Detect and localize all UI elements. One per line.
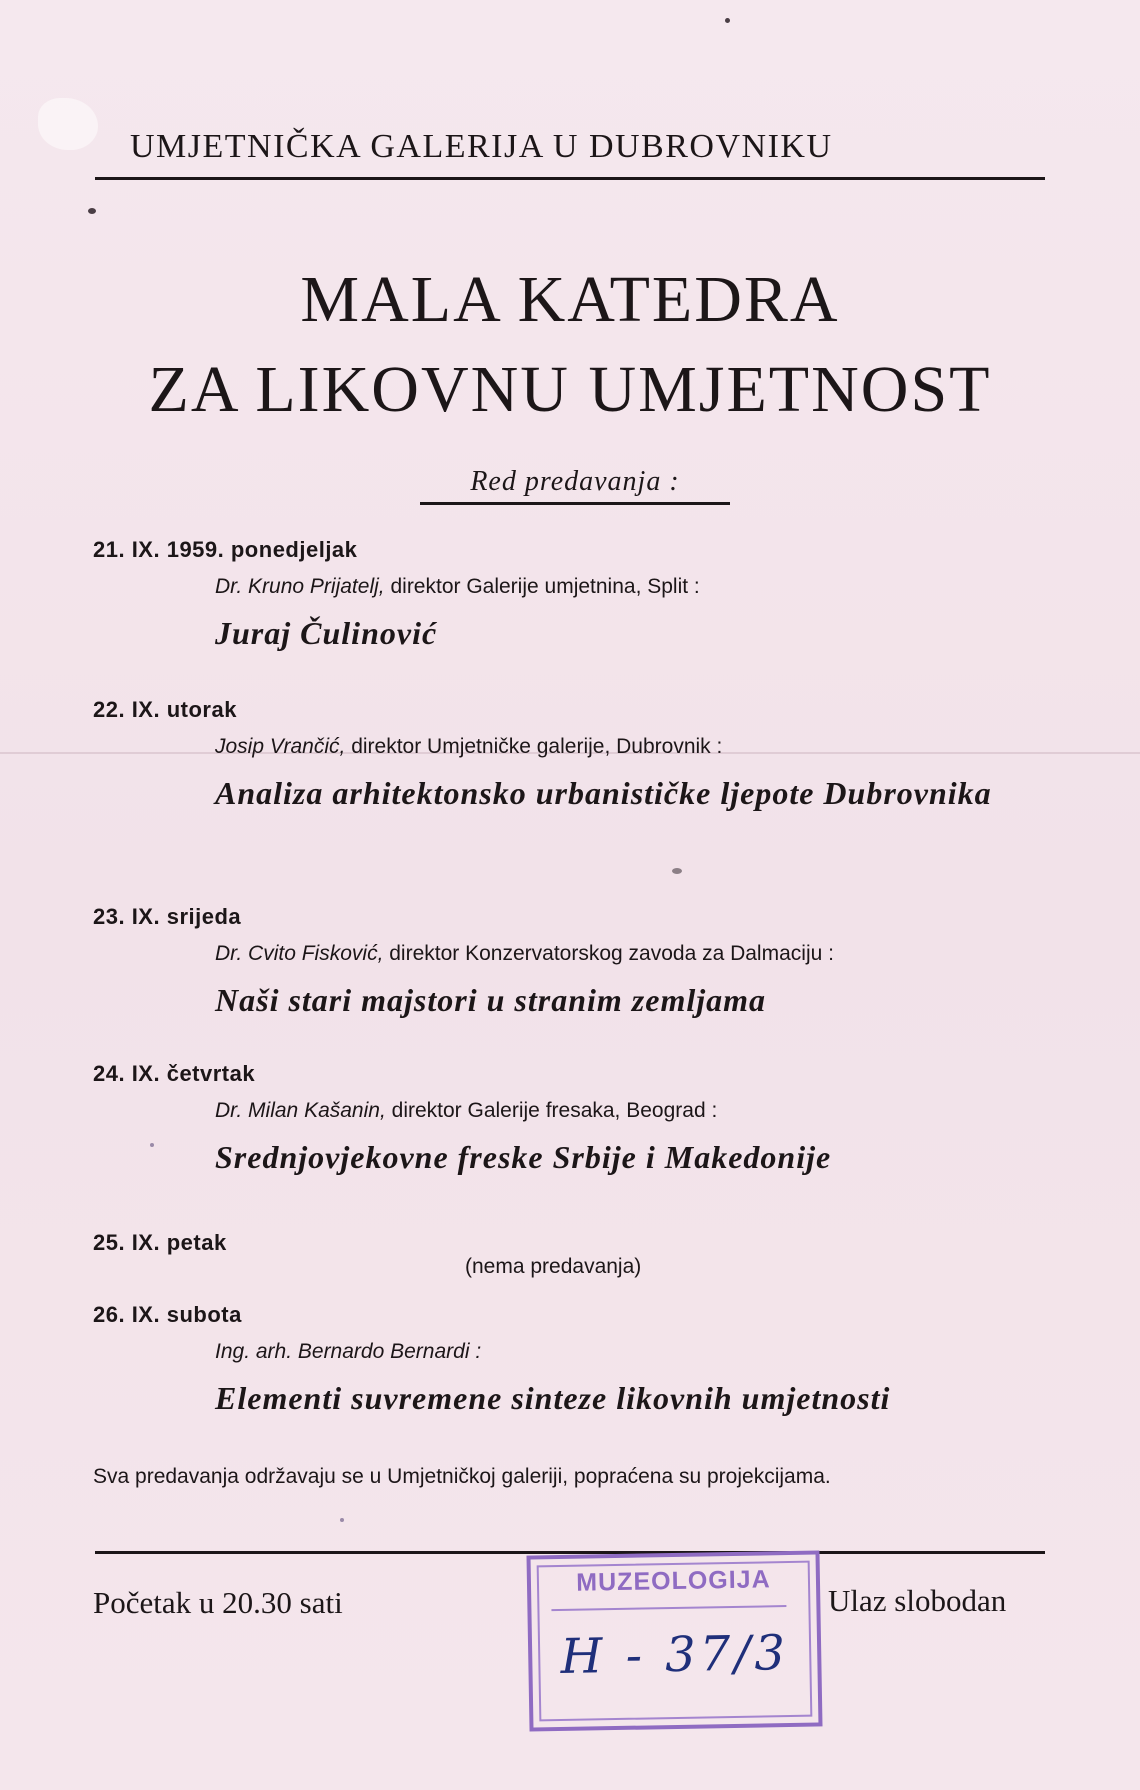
museum-stamp <box>526 1550 822 1731</box>
speaker-name: Ing. arh. Bernardo Bernardi : <box>215 1340 482 1363</box>
speaker-role: direktor Galerije umjetnina, Split : <box>390 575 700 598</box>
paper-speck <box>725 18 730 23</box>
bottom-divider <box>95 1551 1045 1554</box>
lecture-entry <box>93 1061 1053 1181</box>
speaker-role: direktor Galerije fresaka, Beograd : <box>391 1099 718 1122</box>
speaker-role: direktor Konzervatorskog zavoda za Dalmaciju : <box>389 942 834 965</box>
lecture-date: 25. IX. petak <box>93 1230 227 1255</box>
entry-info: Ulaz slobodan <box>828 1583 1007 1618</box>
lecture-entry <box>93 1230 1053 1256</box>
paper-speck <box>150 1143 154 1147</box>
start-time: Početak u 20.30 sati <box>93 1585 343 1620</box>
speaker-role: direktor Umjetničke galerije, Dubrovnik : <box>351 735 723 758</box>
lecture-topic: Srednjovjekovne freske Srbije i Makedonije <box>215 1139 832 1175</box>
lecture-entry <box>93 904 1053 1024</box>
lecture-speaker <box>215 942 1053 966</box>
no-lecture-note: (nema predavanja) <box>465 1255 642 1278</box>
lecture-speaker <box>215 575 1053 599</box>
stamp-number: H - 37/3 <box>560 1625 790 1685</box>
lecture-entry <box>93 537 1053 657</box>
lecture-date: 24. IX. četvrtak <box>93 1061 256 1086</box>
lecture-topic: Elementi suvremene sinteze likovnih umjetnosti <box>215 1380 891 1416</box>
paper-speck <box>672 868 682 874</box>
speaker-name: Dr. Cvito Fisković, <box>215 942 384 965</box>
lecture-date: 26. IX. subota <box>93 1302 242 1327</box>
gallery-name: UMJETNIČKA GALERIJA U DUBROVNIKU <box>130 128 833 165</box>
lecture-date: 21. IX. 1959. ponedjeljak <box>93 537 358 562</box>
speaker-name: Dr. Kruno Prijatelj, <box>215 575 385 598</box>
title-line-2: ZA LIKOVNU UMJETNOST <box>148 353 992 426</box>
lecture-speaker <box>215 1099 1053 1123</box>
lecture-topic: Juraj Čulinović <box>215 615 438 651</box>
speaker-name: Josip Vrančić, <box>215 735 346 758</box>
lecture-speaker <box>215 735 1053 759</box>
subtitle: Red predavanja : <box>420 466 730 505</box>
lecture-entry <box>93 697 1053 817</box>
speaker-name: Dr. Milan Kašanin, <box>215 1099 386 1122</box>
lecture-entry <box>93 1302 1053 1422</box>
lecture-date: 22. IX. utorak <box>93 697 237 722</box>
lecture-speaker <box>215 1340 1053 1364</box>
lecture-topic: Analiza arhitektonsko urbanističke ljepote Dubrovnika <box>215 775 992 811</box>
lecture-topic: Naši stari majstori u stranim zemljama <box>215 982 766 1018</box>
stamp-label: MUZEOLOGIJA <box>576 1565 771 1597</box>
title-line-1: MALA KATEDRA <box>300 263 840 336</box>
footer-note: Sva predavanja održavaju se u Umjetničkoj galeriji, popraćena su projekcijama. <box>93 1465 831 1488</box>
main-title <box>80 255 1060 435</box>
top-divider <box>95 177 1045 180</box>
paper-speck <box>88 208 96 214</box>
lecture-date: 23. IX. srijeda <box>93 904 242 929</box>
paper-speck <box>340 1518 344 1522</box>
